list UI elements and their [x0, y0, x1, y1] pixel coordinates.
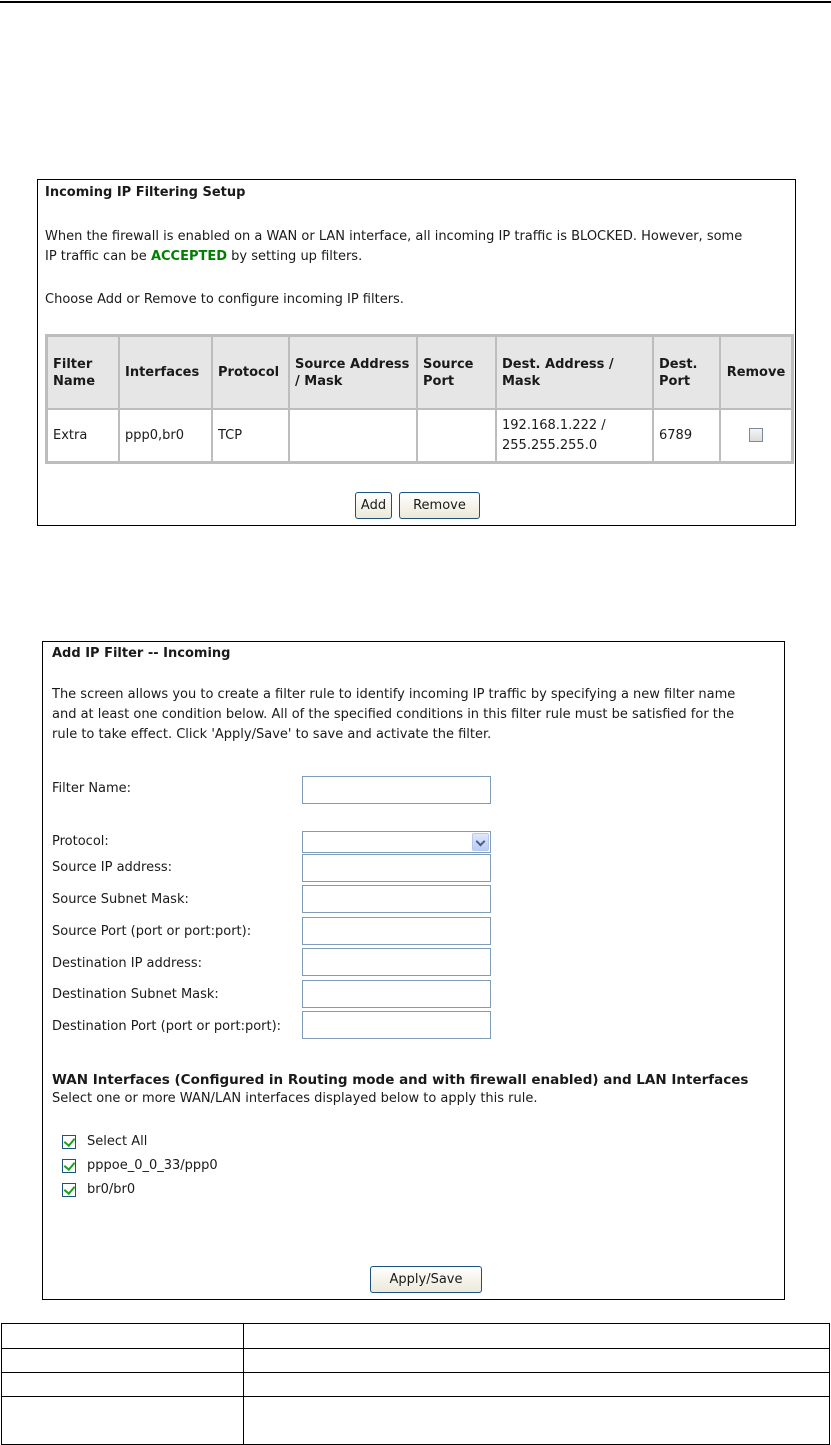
description-line-1: The screen allows you to create a filter rule to identify incoming IP traffic by specifying a new filter name [52, 687, 736, 702]
source-ip-input[interactable] [302, 854, 491, 882]
remove-checkbox[interactable] [749, 428, 763, 442]
description-line-2: and at least one condition below. All of the specified conditions in this filter rule must be satisfied for the [52, 707, 735, 722]
dest-port-input[interactable] [302, 1011, 491, 1039]
dest-mask-label: Destination Subnet Mask: [52, 987, 219, 1002]
add-button[interactable]: Add [355, 492, 392, 519]
col-protocol: Protocol [212, 336, 289, 409]
col-interfaces: Interfaces [119, 336, 212, 409]
table-row [2, 1324, 830, 1349]
table-header-row [47, 336, 792, 409]
instruction-text: Choose Add or Remove to configure incoming IP filters. [45, 292, 404, 307]
protocol-label: Protocol: [52, 834, 109, 849]
dest-port-label: Destination Port (port or port:port): [52, 1019, 282, 1034]
panel-title: Incoming IP Filtering Setup [45, 185, 246, 200]
description-line-2-after: by setting up filters. [227, 249, 363, 264]
interface-select-all[interactable] [62, 1132, 147, 1152]
interface-label: br0/br0 [87, 1182, 136, 1197]
source-mask-label: Source Subnet Mask: [52, 892, 189, 907]
page-top-rule [0, 1, 831, 3]
select-all-checkbox[interactable] [62, 1135, 76, 1149]
cell-filter-name: Extra [47, 409, 119, 462]
panel-title: Add IP Filter -- Incoming [52, 646, 231, 661]
filter-name-input[interactable] [302, 776, 491, 804]
source-ip-label: Source IP address: [52, 860, 173, 875]
cell-dest-address-mask: 192.168.1.222 / 255.255.255.0 [496, 409, 653, 462]
incoming-filtering-setup-panel [37, 179, 796, 526]
description-line-1: When the firewall is enabled on a WAN or LAN interface, all incoming IP traffic is BLOCKED. However, some [45, 229, 743, 244]
col-dest-address-mask: Dest. Address / Mask [496, 336, 653, 409]
table-row [2, 1373, 830, 1397]
chevron-down-icon[interactable] [472, 833, 489, 851]
interface-label: Select All [87, 1134, 148, 1149]
table-row [2, 1349, 830, 1373]
description-line-2-before: IP traffic can be [45, 249, 151, 264]
col-filter-name: Filter Name [47, 336, 119, 409]
source-port-input[interactable] [302, 917, 491, 945]
source-port-label: Source Port (port or port:port): [52, 924, 252, 939]
col-dest-port: Dest. Port [653, 336, 720, 409]
remove-button[interactable]: Remove [399, 492, 480, 519]
dest-mask-input[interactable] [302, 980, 491, 1008]
cell-source-address-mask [289, 409, 417, 462]
add-ip-filter-panel [42, 641, 785, 1300]
dest-ip-label: Destination IP address: [52, 956, 202, 971]
cell-remove [720, 409, 792, 462]
ppp0-checkbox[interactable] [62, 1159, 76, 1173]
description-line-2 [45, 247, 362, 267]
col-source-address-mask: Source Address / Mask [289, 336, 417, 409]
filter-table [45, 334, 794, 464]
source-mask-input[interactable] [302, 885, 491, 913]
cell-protocol: TCP [212, 409, 289, 462]
table-row [47, 409, 792, 462]
interfaces-help-text: Select one or more WAN/LAN interfaces displayed below to apply this rule. [52, 1091, 538, 1106]
br0-checkbox[interactable] [62, 1183, 76, 1197]
cell-source-port [417, 409, 496, 462]
cell-interfaces: ppp0,br0 [119, 409, 212, 462]
document-table [1, 1323, 830, 1445]
protocol-select[interactable] [302, 831, 491, 853]
filter-name-label: Filter Name: [52, 781, 132, 796]
table-row [2, 1397, 830, 1445]
col-source-port: Source Port [417, 336, 496, 409]
interfaces-heading: WAN Interfaces (Configured in Routing mode and with firewall enabled) and LAN Interfaces [52, 1072, 749, 1088]
description-line-3: rule to take effect. Click 'Apply/Save' to save and activate the filter. [52, 727, 492, 742]
interface-ppp0[interactable] [62, 1156, 218, 1176]
col-remove: Remove [720, 336, 792, 409]
interface-label: pppoe_0_0_33/ppp0 [87, 1158, 218, 1173]
interface-br0[interactable] [62, 1180, 135, 1200]
apply-save-button[interactable]: Apply/Save [370, 1266, 482, 1293]
accepted-highlight: ACCEPTED [150, 249, 228, 264]
dest-ip-input[interactable] [302, 948, 491, 976]
cell-dest-port: 6789 [653, 409, 720, 462]
